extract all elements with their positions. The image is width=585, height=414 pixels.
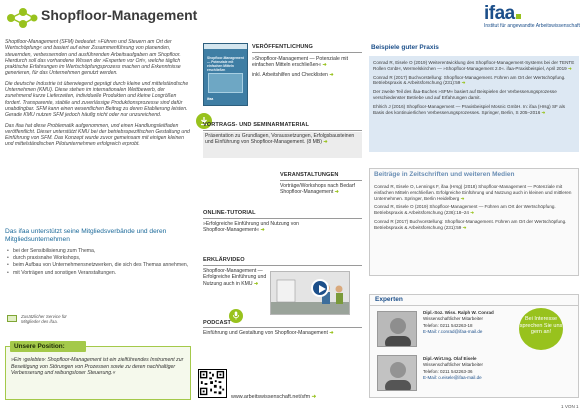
page-title: Shopfloor-Management <box>41 7 198 23</box>
arrow-icon: ➜ <box>322 62 327 69</box>
service-note-text: Zusätzlicher Service für Mitglieder des ifaa. <box>21 314 67 325</box>
expert-name: Dipl.-Soz. Wiss. Ralph W. Conrad <box>423 310 494 315</box>
intro-text <box>5 39 191 152</box>
ifaa-logo <box>484 4 580 38</box>
service-marker <box>7 315 17 322</box>
list-item: • beim Aufbau von Unternehmensnetzwerken, die sich des Themas annehmen, <box>7 262 191 269</box>
divider <box>203 265 362 266</box>
expert-role: Wissenschaftlicher Mitarbeiter <box>423 316 484 322</box>
video-link[interactable]: Shopfloor-Management — Erfolgreiche Einführung und Nutzung auch in KMU ➜ <box>203 268 267 287</box>
podcast-link[interactable]: Einführung und Gestaltung von Shopfloor-Management ➜ <box>203 330 334 336</box>
expert-contact <box>423 356 517 381</box>
logo-dot <box>516 14 521 19</box>
publication-link[interactable]: »Shopfloor-Management — Potenziale mit einfachen Mitteln erschließen« ➜ <box>252 56 348 69</box>
avatar <box>377 355 417 391</box>
support-heading: Das ifaa unterstützt seine Mitgliedsverbände und deren Mitgliedsunternehmen <box>5 228 167 243</box>
expert-contact <box>423 310 517 335</box>
expert-role: Wissenschaftlicher Mitarbeiter <box>423 362 484 368</box>
position-box <box>5 346 191 400</box>
publication-extras-link[interactable]: inkl. Arbeitshilfen und Checklisten ➜ <box>252 72 334 78</box>
publications-box <box>369 168 579 276</box>
tutorial-link[interactable]: »Erfolgreiche Einführung und Nutzung von Shopfloor-Management« ➜ <box>203 221 299 234</box>
arrow-icon: ➜ <box>334 189 339 196</box>
seminar-link[interactable]: Präsentation zu Grundlagen, Voraussetzungen, Erfolgsbausteinen und Einführung von Shopfloor-Management. (8 MB) ➜ <box>205 133 355 146</box>
video-title: ERKLÄRVIDEO <box>203 257 245 263</box>
logo-text: ifaa <box>484 3 515 24</box>
publication-item[interactable]: Conrad R, Eisele O, Lennings F, ifaa (Hrsg) (2018) Shopfloor-Management — Potenziale mit einfachen Mitteln erschließen. Erfolgreiche Einführung und Nutzung auch in kleinen und mittleren Unternehmen. Springer, Berlin Heidelberg ➜ <box>374 184 572 201</box>
intro-paragraph: Das ifaa hat diese Problematik aufgenommen, und einen Handlungsleitfaden veröffentlicht. Dieser unterstützt KMU bei der betriebsspezifischen Gestaltung und Einführung von SFM. Das Konzept wurde zuvor gemeinsam mit einigen kleinen und mittelständischen Pilotunternehmen erfolgreich erprobt. <box>5 122 190 148</box>
list-item: • durch praxisnahe Workshops, <box>7 255 191 262</box>
divider <box>369 305 579 306</box>
page-number: 1 VON 1 <box>561 404 579 409</box>
book-cover[interactable] <box>203 43 248 106</box>
arrow-icon: ➜ <box>253 280 259 287</box>
examples-title: Beispiele guter Praxis <box>371 44 439 51</box>
podcast-title: PODCAST <box>203 320 232 326</box>
events-link[interactable]: Vorträge/Workshops nach Bedarf Shopfloor-Management ➜ <box>280 183 355 196</box>
arrow-icon: ➜ <box>470 210 475 216</box>
divider <box>203 218 362 219</box>
seminar-title: VORTRAGS- UND SEMINARMATERIAL <box>203 122 309 128</box>
arrow-icon: ➜ <box>329 72 334 78</box>
divider <box>203 327 362 328</box>
divider <box>280 180 362 181</box>
arrow-icon: ➜ <box>329 330 334 336</box>
book-title: Shopfloor-Management — Potenziale mit einfachen Mitteln erschließen <box>207 56 244 72</box>
tutorial-title: ONLINE-TUTORIAL <box>203 210 256 216</box>
expert-email[interactable]: E-Mail: r.conrad@ifaa-mail.de <box>423 328 483 334</box>
example-item[interactable]: Conrad R (2017) Buchvorstellung: Shopfloor-Management. Führen am Ort der Wertschöpfung. Betriebspraxis & Arbeitsforschung (231):59 ➜ <box>373 74 566 86</box>
expert-phone: Telefon: 0211 542263-18 <box>423 322 473 328</box>
support-list <box>7 248 191 277</box>
publication-item[interactable]: Conrad R, Eisele O (2019) Shopfloor-Management — Führen am Ort der Wertschöpfung. Betriebspraxis & Arbeitsforschung (236):18–24 ➜ <box>374 204 556 216</box>
network-icon <box>5 6 38 30</box>
events-title: VERANSTALTUNGEN <box>280 172 339 178</box>
list-item: • bei der Sensibilisierung zum Thema, <box>7 248 191 255</box>
examples-box <box>369 56 579 152</box>
publications-title: Beiträge in Zeitschriften und weiteren Medien <box>374 171 515 178</box>
arrow-icon: ➜ <box>568 65 572 71</box>
arrow-icon: ➜ <box>461 80 466 86</box>
intro-paragraph: Die deutsche Industrie ist überwiegend geprägt durch kleine und mittelständische Unternehmen (KMU). Diese stehen im internationalen Wettbewerb, der zunehmend kurze Lieferzeiten, individuelle Produkten und kleine Losgrößen fordert. Transparente, stabile und zuverlässige Produktionsprozesse sind dafür unabdingbar. SFM kann einen wesentlichen Beitrag zu deren Etablierung leisten. Gerade KMU nutzen SFM jedoch häufig nicht oder nur unzureichend. <box>5 80 189 119</box>
expert-name: Dipl.-Wirt.Ing. Olaf Eisele <box>423 356 477 361</box>
publication-item[interactable]: Conrad R (2017) Buchvorstellung: Shopfloor-Management. Führen am Ort der Wertschöpfung. Betriebspraxis & Arbeitsforschung (231):59 ➜ <box>374 218 567 230</box>
video-thumbnail[interactable] <box>270 271 350 315</box>
avatar <box>377 311 417 347</box>
book-band <box>204 44 247 49</box>
experts-title: Experten <box>375 296 403 303</box>
play-icon[interactable] <box>311 279 329 297</box>
video-scene <box>271 272 350 315</box>
intro-paragraph: Shopfloor-Management (SFM) bedeutet: »Führen und Steuern am Ort der Wertschöpfung« und basiert auf einer Zusammenführung von planenden, steuernden, verbessernden und ausführenden Arbeitsaufgaben am Shopfloor. Hierdurch soll das vorhandene Wissen der »Experten vor Ort«, welche täglich praktische Erfahrungen im Wertschöpfungsprozess machen und Erkenntnisse generieren, für das Unternehmen genutzt werden. <box>5 39 181 77</box>
logo-subtitle: Institut für angewandte Arbeitswissenschaft <box>484 23 580 29</box>
arrow-icon: ➜ <box>460 195 465 201</box>
book-image <box>208 73 243 93</box>
example-item[interactable]: Ehlrich J (2016) Shopfloor-Management — Praxisbeispiel Mosnic GmbH. In: ifaa (Hrsg) SF als Basis des kontinuierlichen Verbesserungsprozesses. Springer, Berlin, S 205–2016 ➜ <box>373 103 565 115</box>
list-item: • mit Vorträgen und sonstigen Veranstaltungen. <box>7 270 191 277</box>
example-item[interactable]: Conrad R, Eisele O (2019) Weiterentwicklung des Shopfloor-Management-Systems bei der TENTE Rollen GmbH, Wermelskirchen — »Shopfloor-Management 2.0«. ifaa-Praxisbeispiel, April 2019 ➜ <box>373 60 575 71</box>
arrow-icon: ➜ <box>311 394 317 400</box>
divider <box>252 52 362 53</box>
arrow-icon: ➜ <box>541 109 546 115</box>
arrow-icon: ➜ <box>260 227 265 234</box>
arrow-icon: ➜ <box>462 224 467 230</box>
expert-phone: Telefon: 0211 542263-36 <box>423 368 473 374</box>
book-logo: ifaa <box>207 97 214 101</box>
position-text: »Ein ›gelebtes‹ Shopfloor-Management ist ein zielführendes Instrument zur Beseitigung von Störungen von Prozessen sowie zu deren nachhaltiger Verbesserung und reibungsloser Steuerung.« <box>11 357 184 377</box>
contact-bubble: Bei Interesse sprechen Sie uns gern an! <box>519 308 563 350</box>
publication-title: VERÖFFENTLICHUNG <box>252 44 313 50</box>
expert-email[interactable]: E-Mail: o.eisele@ifaa-mail.de <box>423 374 482 380</box>
microphone-icon <box>229 309 243 323</box>
arrow-icon: ➜ <box>323 139 328 146</box>
service-note <box>7 314 87 325</box>
position-label: Unsere Position: <box>10 341 86 352</box>
website-link[interactable]: www.arbeitswissenschaft.net/sfm ➜ <box>231 394 317 400</box>
qr-code[interactable] <box>198 369 227 398</box>
example-item: Der zweite Teil des ifaa-Buches »SFM« basiert auf Beispielen der Verbesserungsprozesse verschiedenster Betriebe und auf Erfahrungen damit. <box>373 89 557 100</box>
divider <box>203 130 362 131</box>
